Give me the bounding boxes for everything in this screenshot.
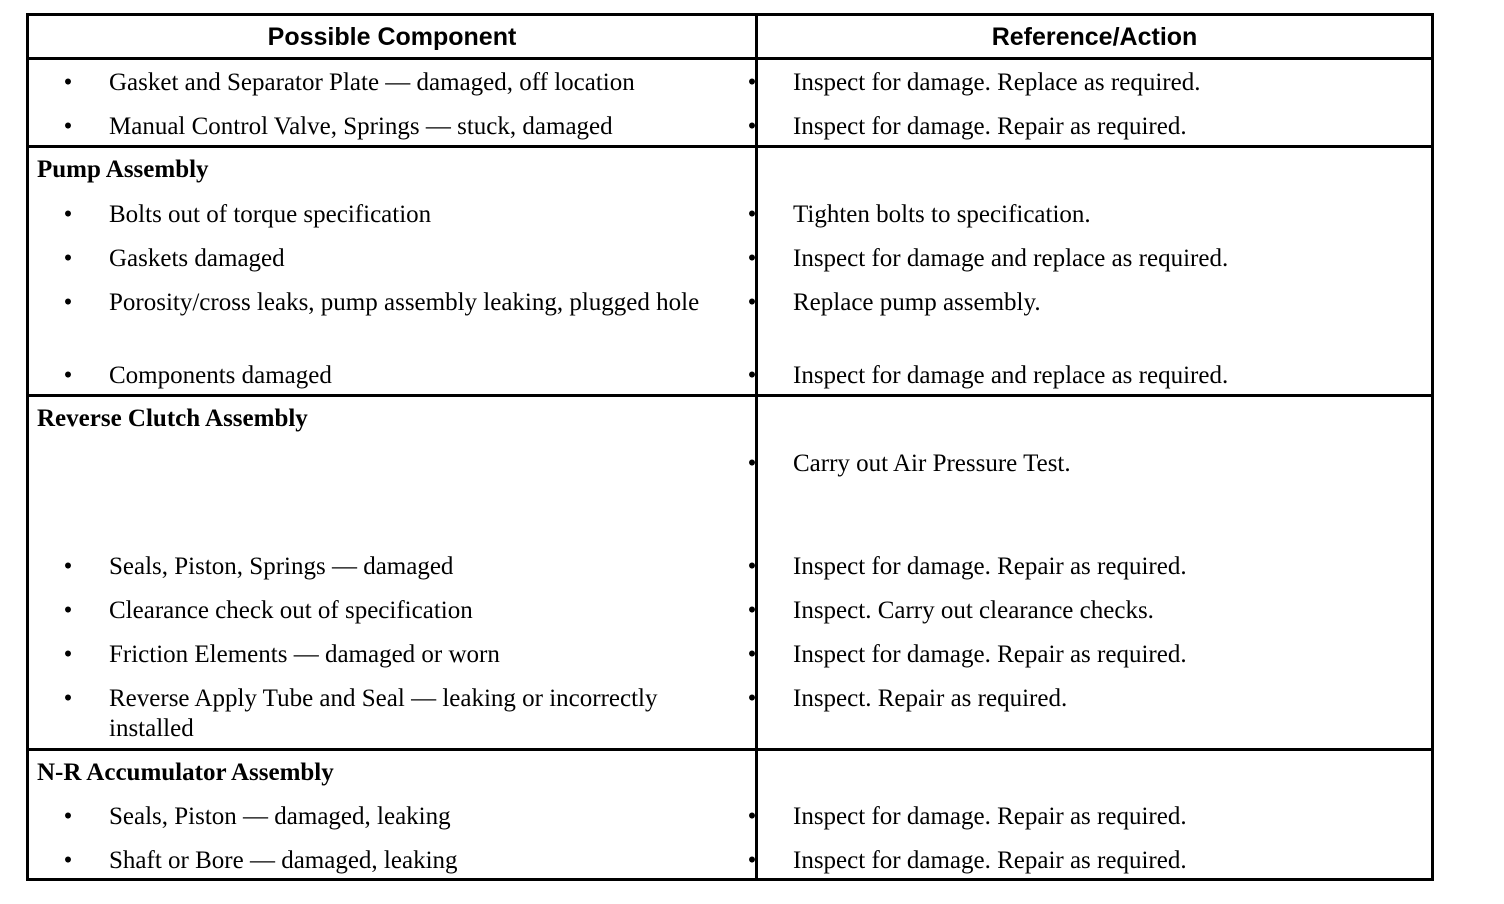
- bullet-icon: •: [747, 113, 757, 140]
- bullet-icon: •: [63, 201, 73, 228]
- component-item: • Reverse Apply Tube and Seal — leaking or incorrectly installed: [83, 684, 743, 744]
- action-item: • Inspect. Repair as required.: [767, 684, 1427, 714]
- bullet-icon: •: [63, 803, 73, 830]
- action-item: • Replace pump assembly.: [767, 288, 1427, 318]
- bullet-icon: •: [63, 685, 73, 712]
- bullet-icon: •: [63, 597, 73, 624]
- bullet-icon: •: [63, 289, 73, 316]
- action-item: • Inspect for damage. Repair as required.: [767, 640, 1427, 670]
- action-item: • Carry out Air Pressure Test.: [767, 449, 1427, 479]
- action-item: • Inspect for damage and replace as required.: [767, 361, 1427, 391]
- bullet-icon: •: [747, 803, 757, 830]
- component-item: • Seals, Piston, Springs — damaged: [83, 552, 743, 582]
- bullet-icon: •: [747, 201, 757, 228]
- section-divider: [29, 394, 1431, 397]
- bullet-icon: •: [747, 289, 757, 316]
- component-item: • Friction Elements — damaged or worn: [83, 640, 743, 670]
- component-item: • Gaskets damaged: [83, 244, 743, 274]
- bullet-icon: •: [63, 69, 73, 96]
- action-item: • Tighten bolts to specification.: [767, 200, 1427, 230]
- bullet-icon: •: [63, 362, 73, 389]
- action-item: • Inspect for damage. Repair as required.: [767, 552, 1427, 582]
- section-title-nr-accumulator-assembly: N-R Accumulator Assembly: [37, 759, 334, 786]
- bullet-icon: •: [747, 69, 757, 96]
- section-title-reverse-clutch-assembly: Reverse Clutch Assembly: [37, 405, 308, 432]
- bullet-icon: •: [747, 553, 757, 580]
- header-reference-action: Reference/Action: [991, 23, 1198, 51]
- bullet-icon: •: [63, 113, 73, 140]
- component-item: • Gasket and Separator Plate — damaged, off location: [83, 68, 743, 98]
- component-item: • Manual Control Valve, Springs — stuck, damaged: [83, 112, 743, 142]
- action-item: • Inspect. Carry out clearance checks.: [767, 596, 1427, 626]
- component-item: • Components damaged: [83, 361, 743, 391]
- bullet-icon: •: [747, 847, 757, 874]
- component-item: • Bolts out of torque specification: [83, 200, 743, 230]
- component-item: • Clearance check out of specification: [83, 596, 743, 626]
- action-item: • Inspect for damage and replace as required.: [767, 244, 1427, 274]
- header-possible-component: Possible Component: [267, 23, 517, 51]
- section-divider: [29, 145, 1431, 148]
- bullet-icon: •: [63, 553, 73, 580]
- bullet-icon: •: [747, 245, 757, 272]
- diagnosis-table: [26, 13, 1434, 881]
- action-item: • Inspect for damage. Repair as required.: [767, 802, 1427, 832]
- component-item: • Porosity/cross leaks, pump assembly leaking, plugged hole: [83, 288, 743, 318]
- bullet-icon: •: [63, 847, 73, 874]
- bullet-icon: •: [747, 450, 757, 477]
- header-divider: [29, 57, 1431, 60]
- action-item: • Inspect for damage. Repair as required.: [767, 112, 1427, 142]
- bullet-icon: •: [747, 641, 757, 668]
- bullet-icon: •: [747, 685, 757, 712]
- component-item: • Shaft or Bore — damaged, leaking: [83, 846, 743, 876]
- bullet-icon: •: [63, 641, 73, 668]
- section-title-pump-assembly: Pump Assembly: [37, 156, 209, 183]
- bullet-icon: •: [747, 597, 757, 624]
- section-divider: [29, 748, 1431, 751]
- action-item: • Inspect for damage. Replace as required.: [767, 68, 1427, 98]
- bullet-icon: •: [63, 245, 73, 272]
- action-item: • Inspect for damage. Repair as required.: [767, 846, 1427, 876]
- component-item: • Seals, Piston — damaged, leaking: [83, 802, 743, 832]
- bullet-icon: •: [747, 362, 757, 389]
